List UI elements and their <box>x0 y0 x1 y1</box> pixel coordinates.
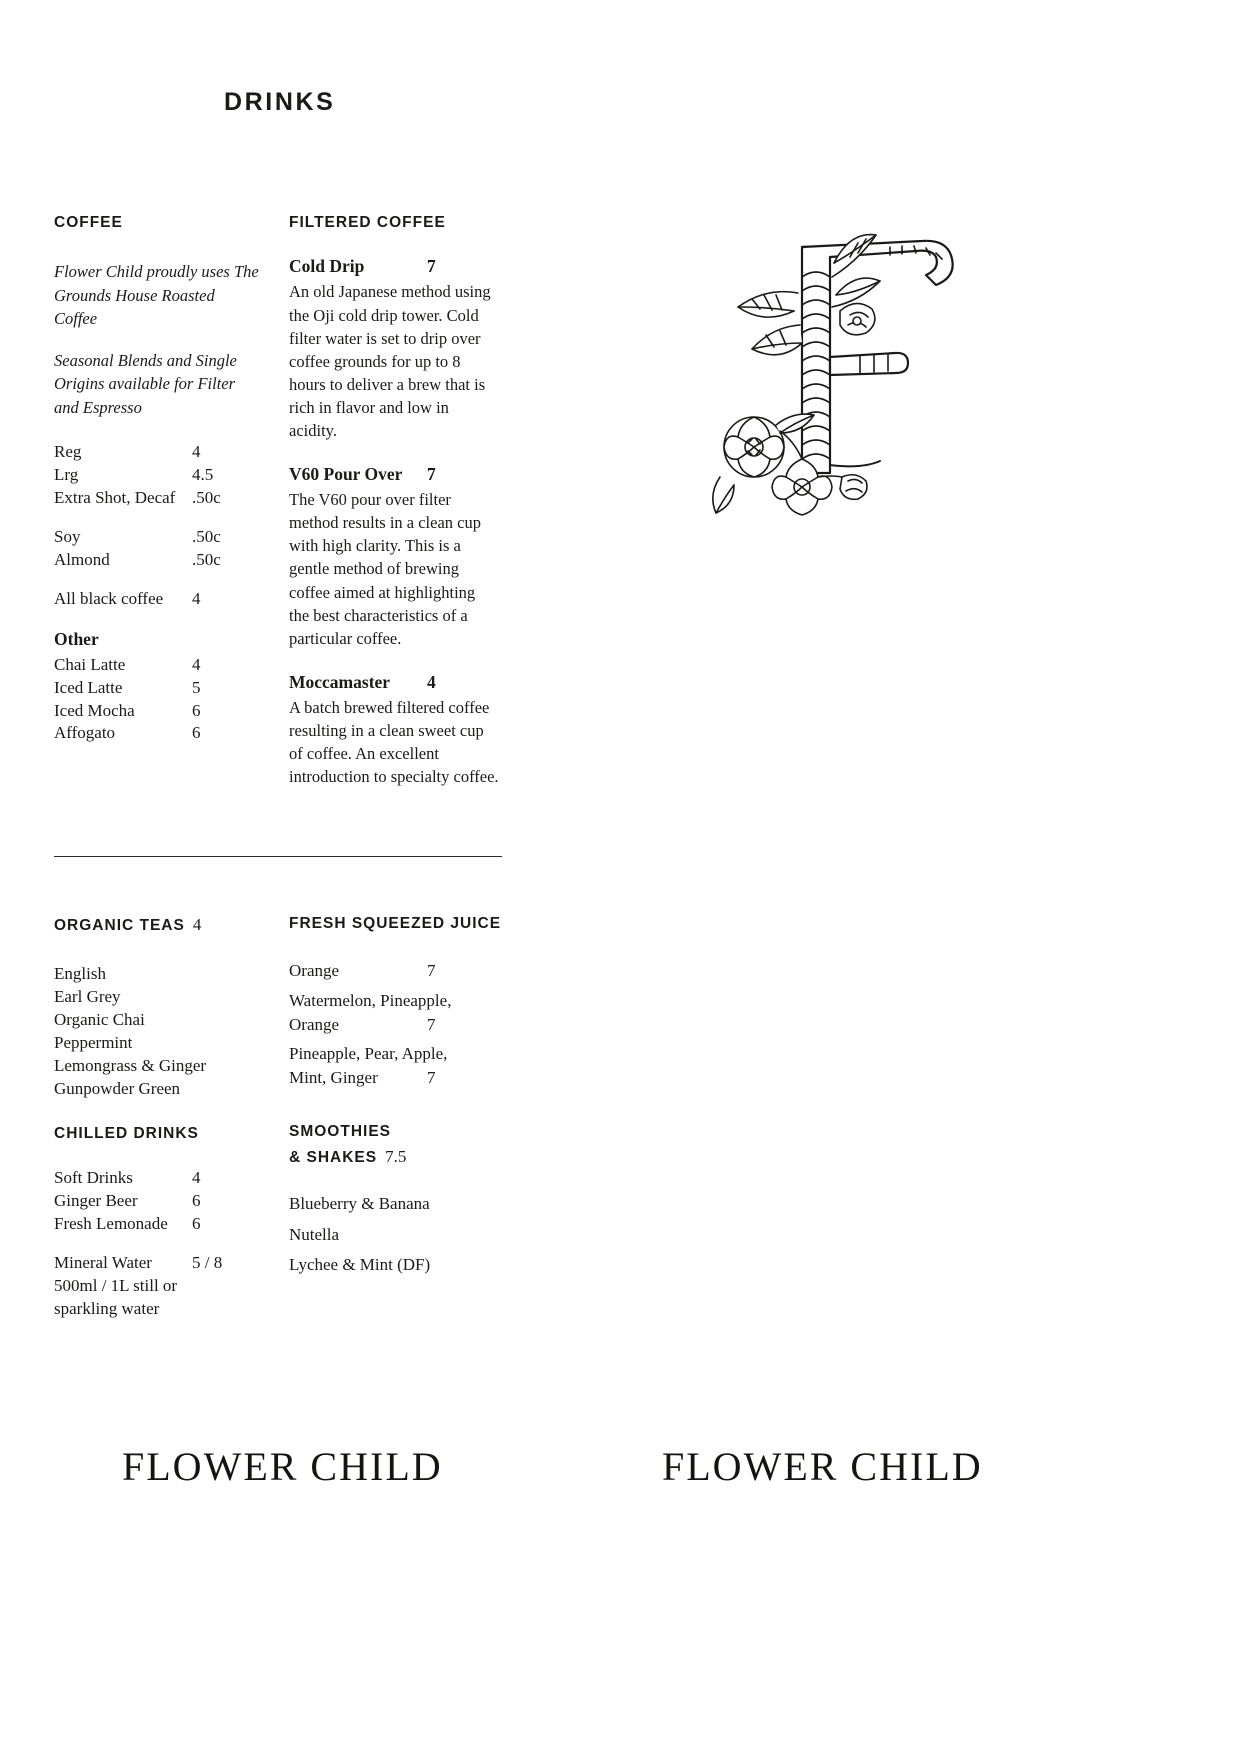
item-name: Iced Latte <box>54 677 123 697</box>
menu-row <box>54 700 290 723</box>
item-name: Lrg <box>54 464 79 484</box>
item-name-line2: Mint, Ginger <box>289 1067 378 1087</box>
item-price: 6 <box>192 700 201 720</box>
coffee-other-heading: Other <box>54 628 99 649</box>
heading-line-1: SMOOTHIES <box>289 1123 392 1140</box>
heading-price: 7.5 <box>385 1146 407 1166</box>
chilled-drinks-section <box>54 1123 290 1321</box>
smoothies-list <box>289 1189 519 1280</box>
heading-label: ORGANIC TEAS <box>54 917 185 934</box>
fresh-juice-section <box>289 913 519 1095</box>
item-price: 4 <box>192 654 201 674</box>
filtered-item-header <box>289 256 519 277</box>
item-price: 7 <box>427 256 436 277</box>
spacer <box>54 510 290 526</box>
item-name: Affogato <box>54 723 116 743</box>
item-price: 7 <box>427 464 436 485</box>
heading-label: & SHAKES <box>289 1148 378 1166</box>
item-price: 4.5 <box>192 464 214 484</box>
juice-item <box>289 1042 519 1090</box>
item-name: Reg <box>54 442 82 461</box>
smoothies-section <box>289 1120 519 1280</box>
juice-list <box>289 959 519 1090</box>
filtered-item <box>289 256 519 442</box>
heading-line-2 <box>289 1144 519 1170</box>
filtered-coffee-heading: FILTERED COFFEE <box>289 214 446 231</box>
item-price: 4 <box>192 588 201 608</box>
item-price: .50c <box>192 487 221 507</box>
juice-line <box>289 1066 519 1090</box>
item-name: Fresh Lemonade <box>54 1214 168 1234</box>
menu-row <box>54 526 290 549</box>
filtered-coffee-section <box>289 212 519 788</box>
list-item: Earl Grey <box>54 986 121 1006</box>
item-name: Chai Latte <box>54 654 126 674</box>
teas-list <box>54 962 290 1101</box>
juice-item <box>289 989 519 1037</box>
item-name: Moccamaster <box>289 671 391 692</box>
item-name: All black coffee <box>54 588 164 608</box>
fresh-juice-heading: FRESH SQUEEZED JUICE <box>289 915 502 932</box>
filtered-item <box>289 464 519 650</box>
mineral-water-note: 500ml / 1L still or sparkling water <box>54 1276 178 1318</box>
filtered-item-header <box>289 464 519 485</box>
spacer <box>54 572 290 588</box>
item-name: Ginger Beer <box>54 1191 138 1211</box>
menu-row <box>54 549 290 572</box>
list-item: Organic Chai <box>54 1009 145 1029</box>
item-price: 5 / 8 <box>192 1253 223 1273</box>
page-title: DRINKS <box>224 88 336 116</box>
list-item: English <box>54 963 106 983</box>
item-price: 6 <box>192 1191 201 1211</box>
coffee-sizes-list <box>54 441 290 611</box>
list-item: Peppermint <box>54 1032 133 1052</box>
smoothies-heading <box>289 1120 519 1169</box>
item-price: 5 <box>192 677 201 697</box>
item-price: 7 <box>427 961 436 981</box>
item-name: Iced Mocha <box>54 700 135 720</box>
item-description: An old Japanese method using the Oji cold drip tower. Cold filter water is set to drip over coffee grounds for up to 8 hours to deliver a brew that is rich in flavor and low in acidity. <box>289 282 491 441</box>
footer-logo-right: FLOWER CHILD <box>662 1444 983 1489</box>
filtered-item <box>289 672 519 788</box>
spacer <box>54 1236 290 1252</box>
menu-row <box>54 487 290 510</box>
item-name: Soft Drinks <box>54 1168 133 1188</box>
floral-monogram-illustration <box>690 215 990 525</box>
juice-line <box>289 1042 519 1066</box>
menu-row <box>54 441 290 464</box>
coffee-other-list <box>54 654 290 746</box>
item-price: .50c <box>192 549 221 569</box>
juice-item <box>289 959 519 983</box>
item-name-line1: Pineapple, Pear, Apple, <box>289 1043 448 1063</box>
item-price: 4 <box>192 442 201 461</box>
item-name-line1: Watermelon, Pineapple, <box>289 990 452 1010</box>
flower-top-right <box>840 303 875 334</box>
list-item: Lemongrass & Ginger <box>54 1056 207 1076</box>
filtered-item-header <box>289 672 519 693</box>
list-item: Blueberry & Banana <box>289 1194 430 1214</box>
item-price: 6 <box>192 723 201 743</box>
menu-row <box>54 1167 290 1190</box>
section-divider <box>54 856 502 857</box>
item-description: A batch brewed filtered coffee resulting in a clean sweet cup of coffee. An excellent introduction to specialty coffee. <box>289 697 499 787</box>
item-price: 6 <box>192 1214 201 1234</box>
coffee-section <box>54 212 290 745</box>
monogram-letter-f <box>802 241 953 473</box>
item-price: 7 <box>427 1067 436 1087</box>
item-name: Extra Shot, Decaf <box>54 487 176 507</box>
organic-teas-section <box>54 913 290 1100</box>
item-description: The V60 pour over filter method results in a clean cup with high clarity. This is a gentle method of brewing coffee aimed at highlighting the best characteristics of a particular coffee. <box>289 490 481 648</box>
item-name: Almond <box>54 549 110 569</box>
chilled-list <box>54 1167 290 1320</box>
list-item: Gunpowder Green <box>54 1079 181 1099</box>
heading-price: 4 <box>192 915 202 934</box>
menu-row <box>54 588 290 611</box>
item-price: .50c <box>192 526 221 546</box>
list-item: Nutella <box>289 1224 340 1244</box>
menu-row <box>54 654 290 677</box>
coffee-blurb-2: Seasonal Blends and Single Origins available for Filter and Espresso <box>54 350 237 417</box>
item-name: Cold Drip <box>289 256 365 277</box>
item-price: 7 <box>427 1014 436 1034</box>
coffee-heading: COFFEE <box>54 214 123 231</box>
menu-row <box>54 1213 290 1236</box>
menu-row <box>54 677 290 700</box>
item-price: 4 <box>192 1168 201 1188</box>
footer-logo-left: FLOWER CHILD <box>122 1444 443 1489</box>
menu-row <box>54 722 290 745</box>
juice-line <box>289 959 519 983</box>
item-price: 4 <box>427 671 436 692</box>
item-name: V60 Pour Over <box>289 464 403 485</box>
leaf-cluster-upper-left <box>738 292 802 355</box>
item-name: Soy <box>54 526 81 546</box>
juice-line <box>289 1013 519 1037</box>
juice-line <box>289 989 519 1013</box>
organic-teas-heading <box>54 913 290 938</box>
menu-row <box>54 1252 290 1275</box>
item-name: Mineral Water <box>54 1253 152 1273</box>
coffee-blurb-1: Flower Child proudly uses The Grounds House Roasted Coffee <box>54 262 259 329</box>
flower-cluster-bottom-left <box>713 414 867 515</box>
item-name: Orange <box>289 961 340 981</box>
menu-row <box>54 1190 290 1213</box>
menu-row <box>54 464 290 487</box>
list-item: Lychee & Mint (DF) <box>289 1254 431 1274</box>
item-name-line2: Orange <box>289 1014 340 1034</box>
chilled-drinks-heading: CHILLED DRINKS <box>54 1125 199 1142</box>
